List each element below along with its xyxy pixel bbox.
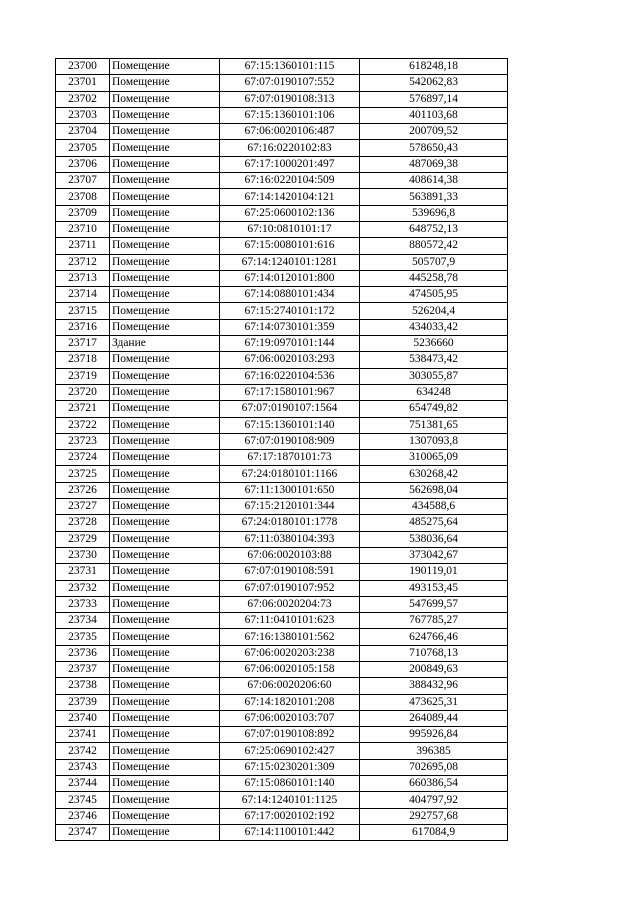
cadastral-number-cell: 67:11:0380104:393 (220, 531, 360, 547)
row-number-cell: 23725 (56, 466, 110, 482)
object-type-cell: Помещение (110, 678, 220, 694)
value-cell: 767785,27 (360, 613, 508, 629)
value-cell: 445258,78 (360, 270, 508, 286)
property-table (55, 58, 508, 841)
cadastral-number-cell: 67:07:0190107:1564 (220, 401, 360, 417)
row-number-cell: 23733 (56, 596, 110, 612)
table-body (56, 59, 508, 841)
object-type-cell: Помещение (110, 629, 220, 645)
value-cell: 200709,52 (360, 124, 508, 140)
object-type-cell: Помещение (110, 531, 220, 547)
cadastral-number-cell: 67:15:0080101:616 (220, 238, 360, 254)
table-row (56, 710, 508, 726)
object-type-cell: Помещение (110, 124, 220, 140)
row-number-cell: 23734 (56, 613, 110, 629)
row-number-cell: 23723 (56, 433, 110, 449)
value-cell: 200849,63 (360, 661, 508, 677)
cadastral-number-cell: 67:07:0190108:591 (220, 564, 360, 580)
object-type-cell: Помещение (110, 417, 220, 433)
value-cell: 388432,96 (360, 678, 508, 694)
table-row (56, 580, 508, 596)
row-number-cell: 23706 (56, 156, 110, 172)
value-cell: 618248,18 (360, 59, 508, 75)
table-row (56, 482, 508, 498)
object-type-cell: Помещение (110, 156, 220, 172)
table-row (56, 596, 508, 612)
object-type-cell: Помещение (110, 384, 220, 400)
table-row (56, 661, 508, 677)
cadastral-number-cell: 67:25:0600102:136 (220, 205, 360, 221)
object-type-cell: Помещение (110, 189, 220, 205)
value-cell: 434588,6 (360, 499, 508, 515)
row-number-cell: 23708 (56, 189, 110, 205)
row-number-cell: 23717 (56, 336, 110, 352)
value-cell: 624766,46 (360, 629, 508, 645)
object-type-cell: Помещение (110, 107, 220, 123)
object-type-cell: Помещение (110, 238, 220, 254)
row-number-cell: 23704 (56, 124, 110, 140)
table-row (56, 254, 508, 270)
value-cell: 404797,92 (360, 792, 508, 808)
object-type-cell: Помещение (110, 776, 220, 792)
value-cell: 473625,31 (360, 694, 508, 710)
cadastral-number-cell: 67:06:0020103:88 (220, 547, 360, 563)
object-type-cell: Помещение (110, 450, 220, 466)
table-row (56, 613, 508, 629)
value-cell: 434033,42 (360, 319, 508, 335)
row-number-cell: 23703 (56, 107, 110, 123)
value-cell: 538473,42 (360, 352, 508, 368)
table-row (56, 564, 508, 580)
object-type-cell: Помещение (110, 368, 220, 384)
cadastral-number-cell: 67:14:0730101:359 (220, 319, 360, 335)
table-row (56, 401, 508, 417)
object-type-cell: Помещение (110, 270, 220, 286)
object-type-cell: Помещение (110, 824, 220, 840)
cadastral-number-cell: 67:07:0190107:552 (220, 75, 360, 91)
cadastral-number-cell: 67:15:1360101:115 (220, 59, 360, 75)
object-type-cell: Помещение (110, 205, 220, 221)
table-row (56, 466, 508, 482)
table-row (56, 499, 508, 515)
table-row (56, 547, 508, 563)
value-cell: 505707,9 (360, 254, 508, 270)
object-type-cell: Помещение (110, 75, 220, 91)
cadastral-number-cell: 67:19:0970101:144 (220, 336, 360, 352)
table-row (56, 336, 508, 352)
value-cell: 702695,08 (360, 759, 508, 775)
row-number-cell: 23747 (56, 824, 110, 840)
cadastral-number-cell: 67:14:1240101:1281 (220, 254, 360, 270)
row-number-cell: 23720 (56, 384, 110, 400)
value-cell: 526204,4 (360, 303, 508, 319)
row-number-cell: 23746 (56, 808, 110, 824)
value-cell: 487069,38 (360, 156, 508, 172)
value-cell: 880572,42 (360, 238, 508, 254)
row-number-cell: 23712 (56, 254, 110, 270)
value-cell: 493153,45 (360, 580, 508, 596)
object-type-cell: Помещение (110, 547, 220, 563)
table-row (56, 319, 508, 335)
object-type-cell: Помещение (110, 433, 220, 449)
object-type-cell: Здание (110, 336, 220, 352)
object-type-cell: Помещение (110, 319, 220, 335)
cadastral-number-cell: 67:15:1360101:140 (220, 417, 360, 433)
row-number-cell: 23732 (56, 580, 110, 596)
value-cell: 1307093,8 (360, 433, 508, 449)
row-number-cell: 23745 (56, 792, 110, 808)
table-row (56, 515, 508, 531)
object-type-cell: Помещение (110, 613, 220, 629)
cadastral-number-cell: 67:11:1300101:650 (220, 482, 360, 498)
value-cell: 5236660 (360, 336, 508, 352)
cadastral-number-cell: 67:14:0880101:434 (220, 287, 360, 303)
value-cell: 303055,87 (360, 368, 508, 384)
cadastral-number-cell: 67:15:0860101:140 (220, 776, 360, 792)
object-type-cell: Помещение (110, 221, 220, 237)
row-number-cell: 23702 (56, 91, 110, 107)
row-number-cell: 23707 (56, 173, 110, 189)
cadastral-number-cell: 67:11:0410101:623 (220, 613, 360, 629)
table-row (56, 776, 508, 792)
value-cell: 539696,8 (360, 205, 508, 221)
table-row (56, 433, 508, 449)
table-row (56, 824, 508, 840)
object-type-cell: Помещение (110, 743, 220, 759)
value-cell: 563891,33 (360, 189, 508, 205)
value-cell: 654749,82 (360, 401, 508, 417)
table-row (56, 808, 508, 824)
row-number-cell: 23714 (56, 287, 110, 303)
table-row (56, 156, 508, 172)
table-row (56, 759, 508, 775)
object-type-cell: Помещение (110, 710, 220, 726)
cadastral-number-cell: 67:15:2740101:172 (220, 303, 360, 319)
value-cell: 401103,68 (360, 107, 508, 123)
cadastral-number-cell: 67:14:1820101:208 (220, 694, 360, 710)
object-type-cell: Помещение (110, 287, 220, 303)
row-number-cell: 23724 (56, 450, 110, 466)
cadastral-number-cell: 67:06:0020103:707 (220, 710, 360, 726)
object-type-cell: Помещение (110, 759, 220, 775)
cadastral-number-cell: 67:24:0180101:1778 (220, 515, 360, 531)
row-number-cell: 23742 (56, 743, 110, 759)
table-row (56, 124, 508, 140)
cadastral-number-cell: 67:17:1000201:497 (220, 156, 360, 172)
table-row (56, 417, 508, 433)
value-cell: 408614,38 (360, 173, 508, 189)
value-cell: 292757,68 (360, 808, 508, 824)
value-cell: 547699,57 (360, 596, 508, 612)
cadastral-number-cell: 67:14:1420104:121 (220, 189, 360, 205)
row-number-cell: 23718 (56, 352, 110, 368)
table-row (56, 743, 508, 759)
row-number-cell: 23736 (56, 645, 110, 661)
row-number-cell: 23741 (56, 727, 110, 743)
object-type-cell: Помещение (110, 596, 220, 612)
value-cell: 995926,84 (360, 727, 508, 743)
row-number-cell: 23713 (56, 270, 110, 286)
cadastral-number-cell: 67:15:2120101:344 (220, 499, 360, 515)
value-cell: 538036,64 (360, 531, 508, 547)
value-cell: 576897,14 (360, 91, 508, 107)
object-type-cell: Помещение (110, 727, 220, 743)
row-number-cell: 23711 (56, 238, 110, 254)
row-number-cell: 23731 (56, 564, 110, 580)
table-row (56, 140, 508, 156)
row-number-cell: 23730 (56, 547, 110, 563)
object-type-cell: Помещение (110, 661, 220, 677)
value-cell: 751381,65 (360, 417, 508, 433)
table-row (56, 75, 508, 91)
value-cell: 542062,83 (360, 75, 508, 91)
row-number-cell: 23705 (56, 140, 110, 156)
value-cell: 373042,67 (360, 547, 508, 563)
object-type-cell: Помещение (110, 645, 220, 661)
value-cell: 617084,9 (360, 824, 508, 840)
row-number-cell: 23721 (56, 401, 110, 417)
cadastral-number-cell: 67:17:1580101:967 (220, 384, 360, 400)
table-row (56, 270, 508, 286)
table-row (56, 531, 508, 547)
cadastral-number-cell: 67:06:0020203:238 (220, 645, 360, 661)
cadastral-number-cell: 67:07:0190108:892 (220, 727, 360, 743)
value-cell: 710768,13 (360, 645, 508, 661)
table-row (56, 287, 508, 303)
row-number-cell: 23722 (56, 417, 110, 433)
object-type-cell: Помещение (110, 352, 220, 368)
cadastral-number-cell: 67:15:1360101:106 (220, 107, 360, 123)
row-number-cell: 23737 (56, 661, 110, 677)
row-number-cell: 23728 (56, 515, 110, 531)
row-number-cell: 23739 (56, 694, 110, 710)
table-row (56, 221, 508, 237)
row-number-cell: 23710 (56, 221, 110, 237)
table-row (56, 727, 508, 743)
object-type-cell: Помещение (110, 91, 220, 107)
value-cell: 485275,64 (360, 515, 508, 531)
value-cell: 578650,43 (360, 140, 508, 156)
value-cell: 648752,13 (360, 221, 508, 237)
cadastral-number-cell: 67:15:0230201:309 (220, 759, 360, 775)
cadastral-number-cell: 67:06:0020103:293 (220, 352, 360, 368)
value-cell: 310065,09 (360, 450, 508, 466)
value-cell: 630268,42 (360, 466, 508, 482)
table-row (56, 205, 508, 221)
table-row (56, 645, 508, 661)
value-cell: 562698,04 (360, 482, 508, 498)
table-row (56, 368, 508, 384)
cadastral-number-cell: 67:24:0180101:1166 (220, 466, 360, 482)
value-cell: 190119,01 (360, 564, 508, 580)
table-row (56, 450, 508, 466)
cadastral-number-cell: 67:10:0810101:17 (220, 221, 360, 237)
value-cell: 264089,44 (360, 710, 508, 726)
value-cell: 474505,95 (360, 287, 508, 303)
value-cell: 634248 (360, 384, 508, 400)
row-number-cell: 23744 (56, 776, 110, 792)
cadastral-number-cell: 67:07:0190107:952 (220, 580, 360, 596)
cadastral-number-cell: 67:06:0020206:60 (220, 678, 360, 694)
value-cell: 396385 (360, 743, 508, 759)
row-number-cell: 23743 (56, 759, 110, 775)
object-type-cell: Помещение (110, 466, 220, 482)
object-type-cell: Помещение (110, 140, 220, 156)
row-number-cell: 23727 (56, 499, 110, 515)
cadastral-number-cell: 67:16:1380101:562 (220, 629, 360, 645)
object-type-cell: Помещение (110, 303, 220, 319)
cadastral-number-cell: 67:16:0220104:509 (220, 173, 360, 189)
row-number-cell: 23709 (56, 205, 110, 221)
table-row (56, 107, 508, 123)
object-type-cell: Помещение (110, 792, 220, 808)
row-number-cell: 23700 (56, 59, 110, 75)
row-number-cell: 23719 (56, 368, 110, 384)
object-type-cell: Помещение (110, 254, 220, 270)
object-type-cell: Помещение (110, 173, 220, 189)
cadastral-number-cell: 67:16:0220104:536 (220, 368, 360, 384)
row-number-cell: 23738 (56, 678, 110, 694)
row-number-cell: 23735 (56, 629, 110, 645)
cadastral-number-cell: 67:06:0020106:487 (220, 124, 360, 140)
value-cell: 660386,54 (360, 776, 508, 792)
cadastral-number-cell: 67:25:0690102:427 (220, 743, 360, 759)
table-row (56, 352, 508, 368)
object-type-cell: Помещение (110, 515, 220, 531)
cadastral-number-cell: 67:14:1240101:1125 (220, 792, 360, 808)
cadastral-number-cell: 67:07:0190108:909 (220, 433, 360, 449)
row-number-cell: 23716 (56, 319, 110, 335)
object-type-cell: Помещение (110, 401, 220, 417)
cadastral-number-cell: 67:14:1100101:442 (220, 824, 360, 840)
table-row (56, 792, 508, 808)
table-row (56, 91, 508, 107)
table-row (56, 189, 508, 205)
object-type-cell: Помещение (110, 59, 220, 75)
cadastral-number-cell: 67:07:0190108:313 (220, 91, 360, 107)
table-row (56, 238, 508, 254)
object-type-cell: Помещение (110, 564, 220, 580)
table-row (56, 303, 508, 319)
table-row (56, 384, 508, 400)
object-type-cell: Помещение (110, 499, 220, 515)
row-number-cell: 23726 (56, 482, 110, 498)
row-number-cell: 23715 (56, 303, 110, 319)
cadastral-number-cell: 67:17:1870101:73 (220, 450, 360, 466)
cadastral-number-cell: 67:06:0020105:158 (220, 661, 360, 677)
table-row (56, 629, 508, 645)
object-type-cell: Помещение (110, 580, 220, 596)
cadastral-number-cell: 67:17:0020102:192 (220, 808, 360, 824)
row-number-cell: 23729 (56, 531, 110, 547)
cadastral-number-cell: 67:14:0120101:800 (220, 270, 360, 286)
table-row (56, 678, 508, 694)
table-row (56, 59, 508, 75)
row-number-cell: 23740 (56, 710, 110, 726)
table-row (56, 694, 508, 710)
cadastral-number-cell: 67:16:0220102:83 (220, 140, 360, 156)
cadastral-number-cell: 67:06:0020204:73 (220, 596, 360, 612)
row-number-cell: 23701 (56, 75, 110, 91)
object-type-cell: Помещение (110, 482, 220, 498)
table-row (56, 173, 508, 189)
object-type-cell: Помещение (110, 694, 220, 710)
object-type-cell: Помещение (110, 808, 220, 824)
